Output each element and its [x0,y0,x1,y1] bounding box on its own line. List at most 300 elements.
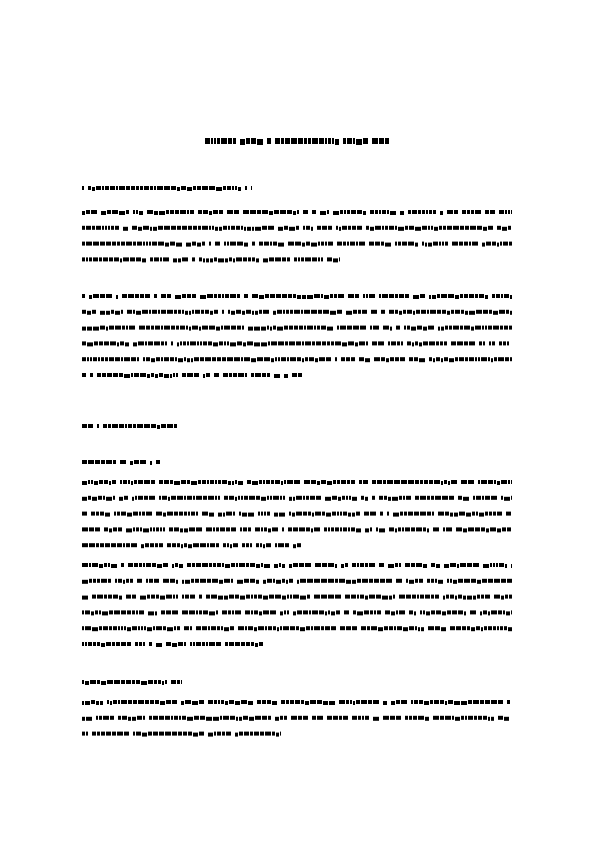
text-line-glyph [180,528,183,532]
text-line-glyph [307,579,313,583]
text-line-glyph [248,527,251,531]
text-line-glyph [270,294,275,298]
text-line-glyph [93,579,96,583]
text-line-glyph [466,513,471,517]
text-line-glyph [126,579,129,583]
text-line-glyph [214,700,217,704]
text-line-glyph [165,716,170,720]
text-line-glyph [341,480,346,484]
text-line-glyph [105,226,107,230]
text-line-glyph [348,341,354,345]
text-line-glyph [507,579,512,583]
text-line-glyph [91,512,95,516]
text-line-glyph [217,357,221,361]
text-line-glyph [107,373,112,377]
text-line-glyph [419,358,425,362]
text-line-glyph [461,701,467,705]
text-line-glyph [508,480,510,484]
text-line-glyph [151,326,154,330]
text-line-glyph [154,257,159,261]
text-line-glyph [164,357,169,361]
text-line-glyph [260,543,262,547]
heading-glyph [133,424,136,428]
text-line-glyph [415,579,418,583]
heading-glyph [245,186,247,190]
text-line-glyph [199,732,204,736]
text-line-glyph [103,626,108,630]
text-line-glyph [381,357,385,361]
title-glyph [356,139,362,145]
text-line-glyph [176,243,182,247]
text-line-glyph [181,480,186,484]
text-line-glyph [149,642,152,646]
text-line-glyph [263,310,269,314]
text-line-glyph [231,579,233,583]
text-line-glyph [455,717,460,721]
text-line-glyph [266,480,270,484]
heading-glyph [162,681,164,685]
text-line-glyph [327,716,332,720]
text-line-glyph [470,226,476,230]
text-line-glyph [85,701,90,705]
heading-glyph [130,461,133,465]
text-line-glyph [415,227,421,231]
text-line-glyph [137,579,142,583]
text-line-glyph [118,716,121,720]
text-line-glyph [252,227,254,231]
text-line-glyph [250,563,255,567]
text-line-glyph [483,564,489,568]
text-line-glyph [127,627,131,631]
text-line-glyph [411,700,413,704]
text-line-glyph [389,527,394,531]
text-line-glyph [310,700,316,704]
text-line-glyph [402,527,404,531]
text-line-glyph [232,610,234,614]
text-line-glyph [499,210,504,214]
text-line-glyph [111,310,114,314]
text-line-glyph [225,258,228,262]
text-line-glyph [107,210,111,214]
text-line-glyph [166,700,171,704]
text-line-glyph [427,528,429,532]
text-line-glyph [85,642,87,646]
text-line-glyph [178,310,181,314]
text-line-glyph [143,226,149,230]
text-line-glyph [284,716,287,720]
heading-glyph [82,424,87,428]
text-line-glyph [464,341,468,345]
text-line-glyph [475,210,481,214]
text-line-glyph [182,595,184,599]
text-line-glyph [302,341,304,345]
text-line-glyph [142,512,145,516]
text-line-glyph [391,611,395,615]
text-line-glyph [108,595,112,599]
text-line-glyph [101,643,105,647]
text-line-glyph [343,512,347,516]
text-line-glyph [348,294,354,298]
text-line-glyph [405,716,408,720]
text-line-glyph [206,595,210,599]
text-line-glyph [355,342,358,346]
text-line-glyph [509,326,512,330]
text-line-glyph [428,226,430,230]
text-line-glyph [467,563,472,567]
text-line-glyph [251,595,253,599]
heading-glyph [136,186,139,190]
text-line-glyph [128,700,132,704]
text-line-glyph [400,357,405,361]
text-line-glyph [465,226,469,230]
text-line-glyph [149,310,151,314]
text-line-glyph [304,310,310,314]
text-line-glyph [180,341,182,345]
text-line-glyph [456,527,462,531]
text-line-glyph [267,496,269,500]
text-line-glyph [457,341,463,345]
text-line-glyph [395,242,397,246]
text-line-glyph [315,512,321,516]
text-line-glyph [242,543,245,547]
text-line-glyph [277,310,282,314]
text-line-glyph [382,210,386,214]
text-line-glyph [261,512,263,516]
text-line-glyph [314,326,316,330]
text-line-glyph [415,243,418,247]
text-line-glyph [224,242,226,246]
text-line-glyph [503,610,505,614]
text-line-glyph [507,527,511,531]
text-line-glyph [214,294,217,298]
text-line-glyph [133,342,137,346]
text-line-glyph [504,294,509,298]
text-line-glyph [482,243,485,247]
text-line-glyph [217,563,221,567]
text-line-glyph [462,210,466,214]
text-line-glyph [473,563,479,567]
heading-glyph [119,186,125,190]
text-line-glyph [376,595,381,599]
text-line-glyph [154,294,157,298]
text-line-glyph [89,257,92,261]
text-line-glyph [357,611,363,615]
text-line-glyph [247,480,251,484]
text-line-glyph [476,512,478,516]
text-line-glyph [160,527,162,531]
text-line-glyph [126,543,130,547]
text-line-glyph [379,294,381,298]
text-line-glyph [236,257,242,261]
text-line-glyph [468,527,474,531]
text-line-glyph [248,257,251,261]
text-line-glyph [170,242,175,246]
text-line-glyph [156,512,162,516]
text-line-glyph [131,373,133,377]
text-line-glyph [379,496,383,500]
heading-glyph [97,680,100,684]
text-line-glyph [288,242,294,246]
text-line-glyph [263,544,265,548]
text-line-glyph [429,480,433,484]
text-line-glyph [88,642,92,646]
text-line-glyph [268,528,271,532]
text-line-glyph [346,311,352,315]
text-line-glyph [209,326,215,330]
title-glyph [325,138,327,144]
text-line-glyph [296,341,301,345]
paragraph [82,563,512,647]
heading-glyph [151,424,156,428]
text-line-glyph [246,642,250,646]
text-line-glyph [214,257,217,261]
text-line-glyph [213,342,218,346]
text-line-glyph [365,716,369,720]
text-line-glyph [192,257,195,261]
text-line-glyph [250,210,256,214]
text-line-glyph [254,342,260,346]
text-line-glyph [332,496,337,500]
text-line-glyph [167,310,173,314]
heading-glyph [110,186,115,190]
heading-glyph [165,680,167,684]
text-line-glyph [168,497,170,501]
text-line-glyph [497,481,500,485]
text-line-glyph [231,311,235,315]
text-line-glyph [270,496,272,500]
text-line-glyph [331,626,336,630]
text-line-glyph [281,481,283,485]
text-line-glyph [222,563,224,567]
text-line-glyph [452,610,457,614]
heading-glyph [103,424,107,428]
text-line-glyph [282,564,285,568]
heading-glyph [141,681,147,685]
text-line-glyph [226,527,230,531]
text-line-glyph [261,342,267,346]
text-line-glyph [485,295,488,299]
text-line-glyph [351,595,356,599]
text-line-glyph [353,326,359,330]
text-line-glyph [343,716,348,720]
text-line-glyph [244,732,249,736]
text-line-glyph [138,480,143,484]
text-line-glyph [146,563,151,567]
text-line-glyph [96,543,99,547]
title-glyph [281,138,284,144]
text-line-glyph [461,716,464,720]
text-line-glyph [278,227,283,231]
text-line-glyph [276,580,281,584]
text-line-glyph [428,626,434,630]
text-line-glyph [404,512,407,516]
text-line-glyph [248,701,253,705]
text-line-glyph [263,596,268,600]
text-line-glyph [441,294,447,298]
text-line-glyph [399,294,404,298]
text-line-glyph [490,527,496,531]
text-line-glyph [492,242,496,246]
text-line-glyph [143,357,145,361]
text-line-glyph [386,358,389,362]
text-line-glyph [235,595,239,599]
text-line-glyph [447,579,449,583]
text-line-glyph [302,295,306,299]
text-line-glyph [139,610,144,614]
text-line-glyph [221,700,224,704]
text-line-glyph [150,227,152,231]
text-line-glyph [224,627,229,631]
text-line-glyph [91,700,95,704]
text-line-glyph [316,496,321,500]
text-line-glyph [469,294,474,298]
text-line-glyph [227,210,233,214]
text-line-glyph [225,294,229,298]
text-line-glyph [251,373,254,377]
text-line-glyph [457,564,459,568]
text-line-glyph [298,716,302,720]
text-line-glyph [177,626,180,630]
text-line-glyph [178,358,183,362]
text-line-glyph [93,642,96,646]
text-line-glyph [287,610,289,614]
text-line-glyph [435,595,439,599]
text-line-glyph [230,294,236,298]
text-line-glyph [373,326,379,330]
text-line-glyph [482,496,484,500]
text-line-glyph [423,527,426,531]
text-line-glyph [352,716,357,720]
heading-glyph [171,680,176,684]
text-line-glyph [294,480,300,484]
text-line-glyph [411,527,415,531]
text-line-glyph [134,373,139,377]
text-line-glyph [237,341,242,345]
text-line-glyph [419,579,423,583]
text-line-glyph [277,627,279,631]
text-line-glyph [148,611,154,615]
text-line-glyph [103,716,109,720]
text-line-glyph [307,326,313,330]
text-line-glyph [397,626,402,630]
text-line-glyph [264,242,269,246]
text-line-glyph [133,700,137,704]
heading-glyph [121,680,125,684]
text-line-glyph [474,716,477,720]
text-line-glyph [430,700,433,704]
text-line-glyph [267,579,272,583]
text-line-glyph [367,626,370,630]
heading-glyph [154,186,156,190]
text-line-glyph [264,564,270,568]
text-line-glyph [387,512,389,516]
text-line-glyph [307,595,310,599]
text-line-glyph [153,732,158,736]
text-line-glyph [171,326,175,330]
text-line-glyph [252,481,258,485]
text-line-glyph [82,257,85,261]
text-line-glyph [187,294,191,298]
text-line-glyph [172,732,177,736]
text-line-glyph [273,311,276,315]
text-line-glyph [133,527,135,531]
text-line-glyph [322,226,327,230]
text-line-glyph [371,626,377,630]
text-line-glyph [171,716,173,720]
text-line-glyph [465,311,468,315]
text-line-glyph [369,595,375,599]
text-line-glyph [115,326,121,330]
text-line-glyph [325,626,330,630]
text-line-glyph [425,243,427,247]
text-line-glyph [170,374,172,378]
title-glyph [372,138,378,144]
title-glyph [221,138,227,144]
text-line-glyph [335,595,341,599]
text-line-glyph [251,642,254,646]
text-line-glyph [416,563,422,567]
text-line-glyph [189,610,195,614]
text-line-glyph [333,480,336,484]
text-line-glyph [450,595,454,599]
text-line-glyph [415,480,419,484]
text-line-glyph [414,357,418,361]
text-line-glyph [352,580,356,584]
text-line-glyph [433,358,435,362]
text-line-glyph [222,610,227,614]
text-line-glyph [236,226,240,230]
text-line-glyph [331,527,334,531]
text-line-glyph [184,496,186,500]
text-line-glyph [469,311,475,315]
text-line-glyph [82,543,88,547]
text-line-glyph [120,341,124,345]
text-line-glyph [240,596,245,600]
text-line-glyph [419,342,422,346]
text-line-glyph [155,543,158,547]
text-line-glyph [196,496,202,500]
text-line-glyph [362,310,367,314]
text-line-glyph [472,512,475,516]
text-line-glyph [506,611,510,615]
text-line-glyph [288,294,292,298]
text-line-glyph [446,527,452,531]
text-line-glyph [426,611,430,615]
text-line-glyph [192,242,196,246]
text-line-glyph [312,341,315,345]
text-line-glyph [105,543,110,547]
text-line-glyph [142,733,147,737]
text-line-glyph [215,227,218,231]
text-line-glyph [492,341,495,345]
text-line-glyph [404,326,406,330]
text-line-glyph [269,595,274,599]
text-line-glyph [398,527,401,531]
text-line-glyph [431,610,435,614]
text-line-glyph [175,210,179,214]
text-line-glyph [202,326,208,330]
text-line-glyph [172,643,177,647]
text-line-glyph [427,310,429,314]
text-line-glyph [180,210,186,214]
text-line-glyph [82,717,85,721]
text-line-glyph [491,610,497,614]
text-line-glyph [248,513,254,517]
text-line-glyph [179,716,181,720]
text-line-glyph [150,543,154,547]
text-line-glyph [252,294,258,298]
text-line-glyph [240,527,242,531]
